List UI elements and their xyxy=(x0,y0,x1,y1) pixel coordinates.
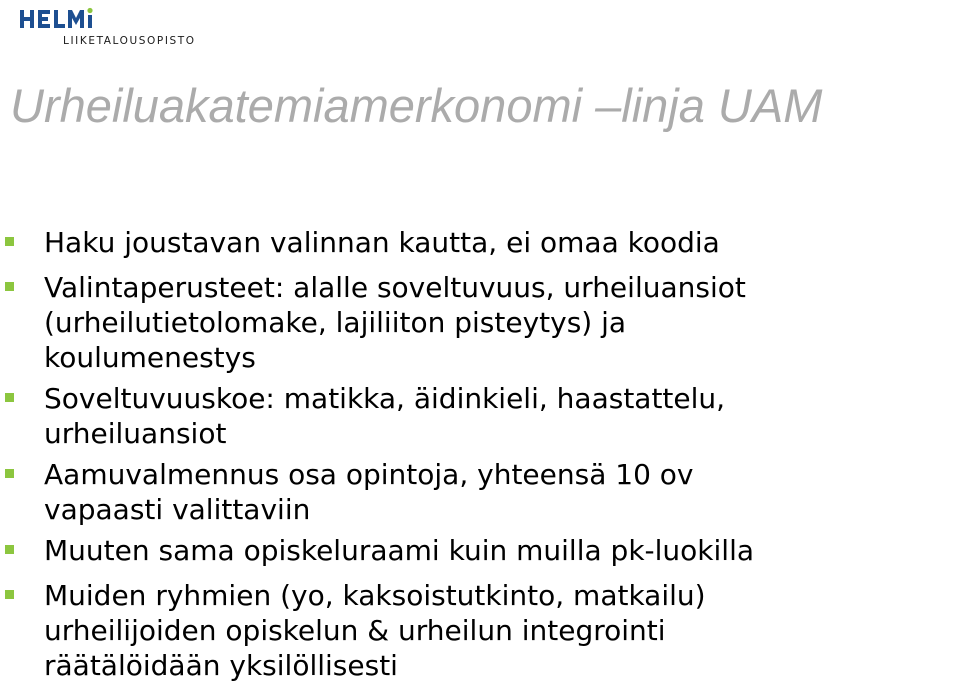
bullet-item xyxy=(0,225,960,260)
square-bullet-icon xyxy=(5,237,14,246)
bullet-text: koulumenestys xyxy=(44,341,256,374)
square-bullet-icon xyxy=(5,469,14,478)
bullet-text: Soveltuvuuskoe: matikka, äidinkieli, haastattelu, xyxy=(44,382,726,415)
bullet-text: urheilijoiden opiskelun & urheilun integrointi xyxy=(44,614,666,647)
bullet-text: (urheilutietolomake, lajiliiton pisteytys) ja xyxy=(44,306,627,339)
bullet-text: Muuten sama opiskeluraami kuin muilla pk-luokilla xyxy=(44,534,755,567)
slide-title: Urheiluakatemiamerkonomi –linja UAM xyxy=(10,79,823,132)
square-bullet-icon xyxy=(5,282,14,291)
bullet-text: urheiluansiot xyxy=(44,417,227,450)
bullet-text: Aamuvalmennus osa opintoja, yhteensä 10 ov xyxy=(44,458,694,491)
square-bullet-icon xyxy=(5,590,14,599)
bullet-text: vapaasti valittaviin xyxy=(44,493,311,526)
helmi-logo xyxy=(18,6,218,48)
bullet-item xyxy=(0,457,960,527)
bullet-text: Haku joustavan valinnan kautta, ei omaa koodia xyxy=(44,226,720,259)
bullet-item xyxy=(0,381,960,451)
bullet-text: Muiden ryhmien (yo, kaksoistutkinto, matkailu) xyxy=(44,579,706,612)
bullet-item xyxy=(0,578,960,683)
square-bullet-icon xyxy=(5,393,14,402)
square-bullet-icon xyxy=(5,545,14,554)
bullet-list xyxy=(0,225,960,689)
bullet-item xyxy=(0,270,960,375)
bullet-text: Valintaperusteet: alalle soveltuvuus, urheiluansiot xyxy=(44,271,746,304)
helmi-logo-mark xyxy=(18,6,98,32)
logo-subtitle: LIIKETALOUSOPISTO xyxy=(63,35,196,47)
bullet-text: räätälöidään yksilöllisesti xyxy=(44,649,398,682)
bullet-item xyxy=(0,533,960,568)
